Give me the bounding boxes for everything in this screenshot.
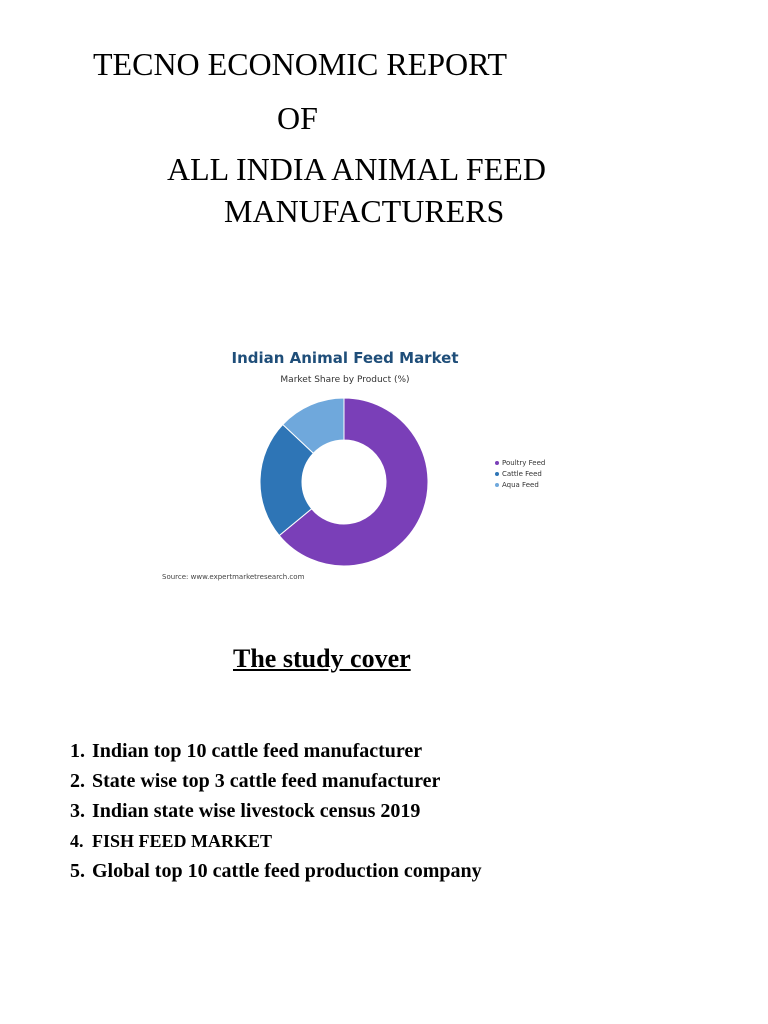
chart-title: Indian Animal Feed Market (231, 349, 459, 367)
legend-swatch (495, 472, 499, 476)
legend-swatch (495, 461, 499, 465)
study-item (70, 826, 482, 856)
study-item-text: State wise top 3 cattle feed manufacturer (92, 770, 441, 792)
legend-label: Poultry Feed (502, 458, 546, 467)
study-item (70, 796, 482, 826)
study-item-number: 4. (70, 831, 84, 851)
study-item-text: Global top 10 cattle feed production company (92, 860, 482, 882)
legend-label: Aqua Feed (502, 480, 539, 489)
study-item (70, 736, 482, 766)
study-item-text: Indian state wise livestock census 2019 (92, 800, 421, 822)
study-item-number: 3. (70, 800, 85, 822)
study-item-number: 2. (70, 770, 85, 792)
study-list (70, 736, 482, 886)
legend-swatch (495, 483, 499, 487)
report-title-line-1: TECNO ECONOMIC REPORT (93, 46, 508, 82)
report-title-line-2: OF (277, 100, 318, 136)
legend-item (495, 468, 545, 479)
legend-item (495, 479, 545, 490)
chart-legend (495, 457, 545, 490)
report-title-line-3: ALL INDIA ANIMAL FEED (167, 151, 546, 187)
study-item-number: 1. (70, 740, 85, 762)
study-item (70, 856, 482, 886)
market-share-chart (150, 335, 570, 595)
legend-item (495, 457, 545, 468)
study-heading: The study cover (233, 644, 411, 673)
report-title-line-4: MANUFACTURERS (224, 193, 505, 229)
chart-source: Source: www.expertmarketresearch.com (162, 573, 305, 581)
chart-subtitle: Market Share by Product (%) (280, 375, 410, 385)
study-item-number: 5. (70, 860, 85, 882)
study-item-text: FISH FEED MARKET (92, 831, 273, 851)
study-item (70, 766, 482, 796)
legend-label: Cattle Feed (502, 469, 542, 478)
study-item-text: Indian top 10 cattle feed manufacturer (92, 740, 423, 762)
